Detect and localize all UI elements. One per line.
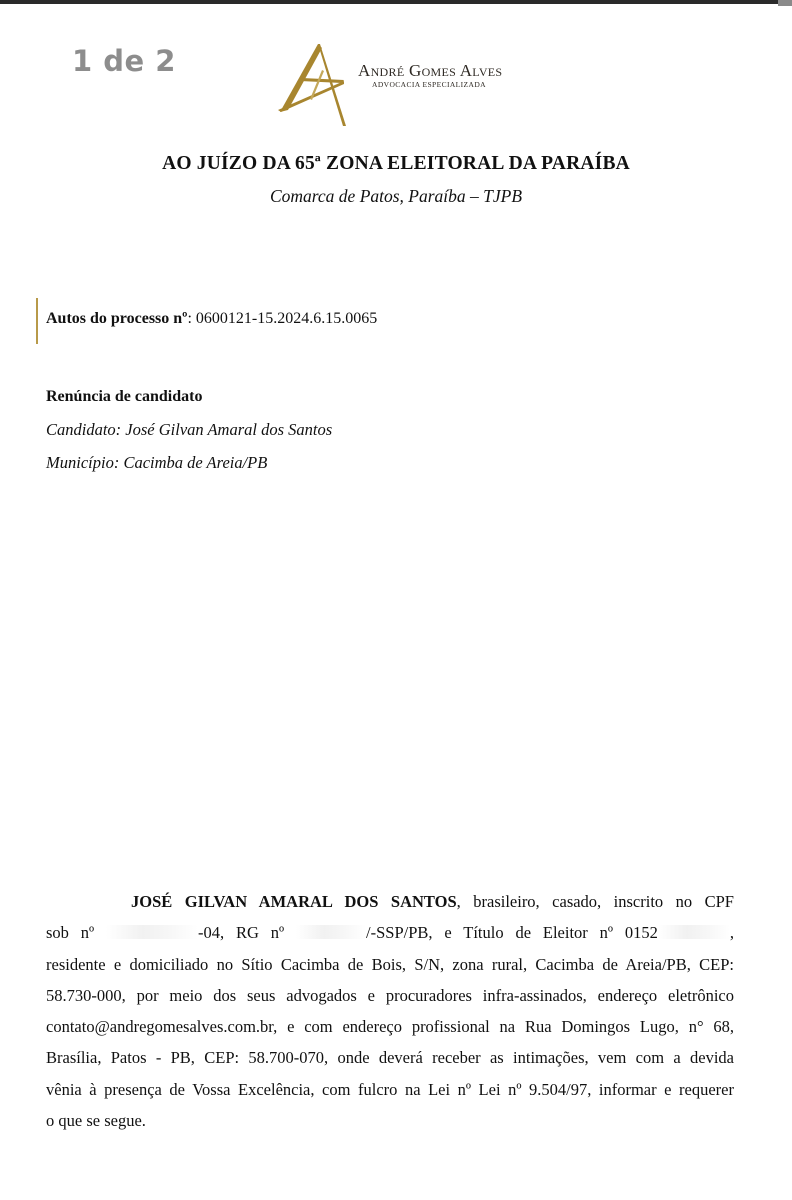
redacted-rg (296, 925, 366, 939)
municipio-value: Cacimba de Areia/PB (119, 453, 268, 472)
court-subheading: Comarca de Patos, Paraíba – TJPB (269, 186, 523, 206)
body-line-5: contato@andregomesalves.com.br, e com endereço profissional na Rua Domingos Lugo, n° 68, (46, 1017, 734, 1037)
body-line-2: sob nº -04, RG nº /-SSP/PB, e Título de Eleitor nº 0152 , (46, 923, 734, 943)
section-title: Renúncia de candidato (46, 388, 203, 405)
process-label: Autos do processo nº (46, 310, 188, 327)
body-line-6: Brasília, Patos - PB, CEP: 58.700-070, onde deverá receber as intimações, vem com a devida (46, 1048, 734, 1068)
candidate-line (46, 420, 332, 440)
top-bar-end (778, 0, 792, 6)
party-name: JOSÉ GILVAN AMARAL DOS SANTOS (131, 892, 457, 911)
redacted-cpf (106, 925, 198, 939)
margin-line (36, 298, 38, 344)
body-line-1: JOSÉ GILVAN AMARAL DOS SANTOS, brasileiro, casado, inscrito no CPF (131, 892, 734, 911)
page-indicator: 1 de 2 (72, 44, 176, 78)
candidate-value: José Gilvan Amaral dos Santos (121, 420, 333, 439)
body-line-3: residente e domiciliado no Sítio Cacimba de Bois, S/N, zona rural, Cacimba de Areia/PB, CEP: (46, 954, 734, 974)
firm-name: André Gomes Alves (358, 61, 503, 80)
candidate-label: Candidato: (46, 420, 122, 439)
top-bar (0, 0, 792, 4)
body-line-7: vênia à presença de Vossa Excelência, com fulcro na Lei nº Lei nº 9.504/97, informar e requerer (46, 1079, 734, 1099)
redacted-titulo (658, 925, 730, 939)
body-paragraph (46, 886, 734, 1136)
firm-logo (272, 40, 522, 130)
municipio-label: Município: (46, 453, 120, 472)
body-line-8: o que se segue. (46, 1111, 146, 1131)
process-number (46, 310, 377, 328)
firm-logo-mark (272, 40, 362, 130)
firm-subtitle: ADVOCACIA ESPECIALIZADA (372, 80, 486, 89)
body-line-4: 58.730-000, por meio dos seus advogados e procuradores infra-assinados, endereço eletrônico (46, 985, 734, 1005)
court-heading: AO JUÍZO DA 65ª ZONA ELEITORAL DA PARAÍBA (162, 153, 630, 174)
municipio-line (46, 453, 267, 473)
process-value: : 0600121-15.2024.6.15.0065 (187, 310, 378, 327)
